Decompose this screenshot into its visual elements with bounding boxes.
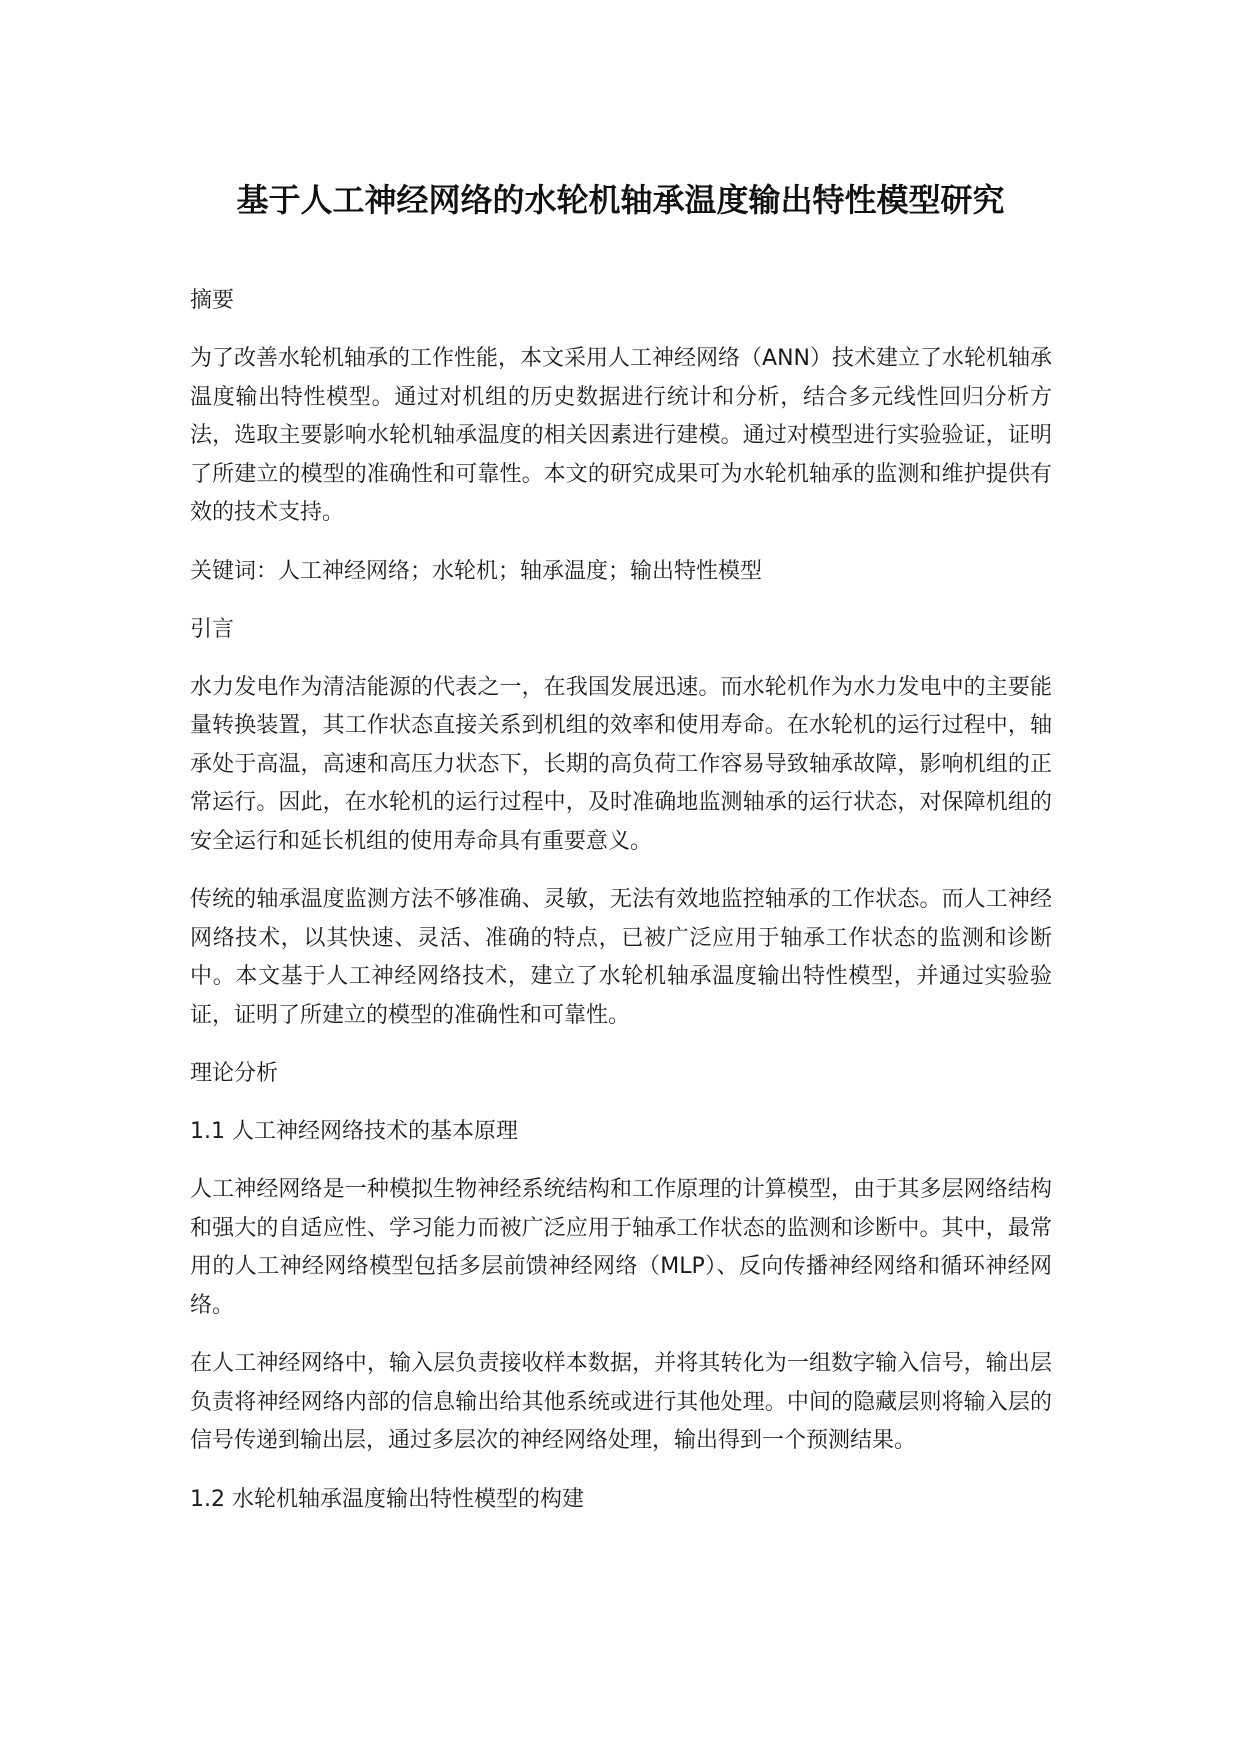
keywords-line: 关键词：人工神经网络；水轮机；轴承温度；输出特性模型 (190, 558, 763, 584)
section-1-1-paragraph-2: 在人工神经网络中，输入层负责接收样本数据，并将其转化为一组数字输入信号，输出层负责将神经网络内部的信息输出给其他系统或进行其他处理。中间的隐藏层则将输入层的信号传递到输出层，通过多层次的神经网络处理，输出得到一个预测结果。 (190, 1351, 1052, 1453)
section-1-2-heading: 1.2 水轮机轴承温度输出特性模型的构建 (190, 1486, 584, 1512)
section-1-1-heading: 1.1 人工神经网络技术的基本原理 (190, 1119, 518, 1144)
theory-heading: 理论分析 (190, 1061, 279, 1086)
abstract-heading: 摘要 (190, 288, 235, 313)
intro-paragraph-1: 水力发电作为清洁能源的代表之一，在我国发展迅速。而水轮机作为水力发电中的主要能量转换装置，其工作状态直接关系到机组的效率和使用寿命。在水轮机的运行过程中，轴承处于高温，高速和高压力状态下，长期的高负荷工作容易导致轴承故障，影响机组的正常运行。因此，在水轮机的运行过程中，及时准确地监测轴承的运行状态，对保障机组的安全运行和延长机组的使用寿命具有重要意义。 (190, 674, 1052, 854)
document-title: 基于人工神经网络的水轮机轴承温度输出特性模型研究 (236, 181, 1005, 219)
section-1-1-paragraph-1: 人工神经网络是一种模拟生物神经系统结构和工作原理的计算模型，由于其多层网络结构和强大的自适应性、学习能力而被广泛应用于轴承工作状态的监测和诊断中。其中，最常用的人工神经网络模型包括多层前馈神经网络（MLP）、反向传播神经网络和循环神经网络。 (190, 1177, 1052, 1318)
document-body (190, 282, 1052, 1539)
abstract-paragraph: 为了改善水轮机轴承的工作性能，本文采用人工神经网络（ANN）技术建立了水轮机轴承温度输出特性模型。通过对机组的历史数据进行统计和分析，结合多元线性回归分析方法，选取主要影响水轮机轴承温度的相关因素进行建模。通过对模型进行实验验证，证明了所建立的模型的准确性和可靠性。本文的研究成果可为水轮机轴承的监测和维护提供有效的技术支持。 (190, 346, 1052, 525)
intro-heading: 引言 (190, 616, 235, 642)
intro-paragraph-2: 传统的轴承温度监测方法不够准确、灵敏，无法有效地监控轴承的工作状态。而人工神经网络技术，以其快速、灵活、准确的特点，已被广泛应用于轴承工作状态的监测和诊断中。本文基于人工神经网络技术，建立了水轮机轴承温度输出特性模型，并通过实验验证，证明了所建立的模型的准确性和可靠性。 (190, 887, 1052, 1028)
